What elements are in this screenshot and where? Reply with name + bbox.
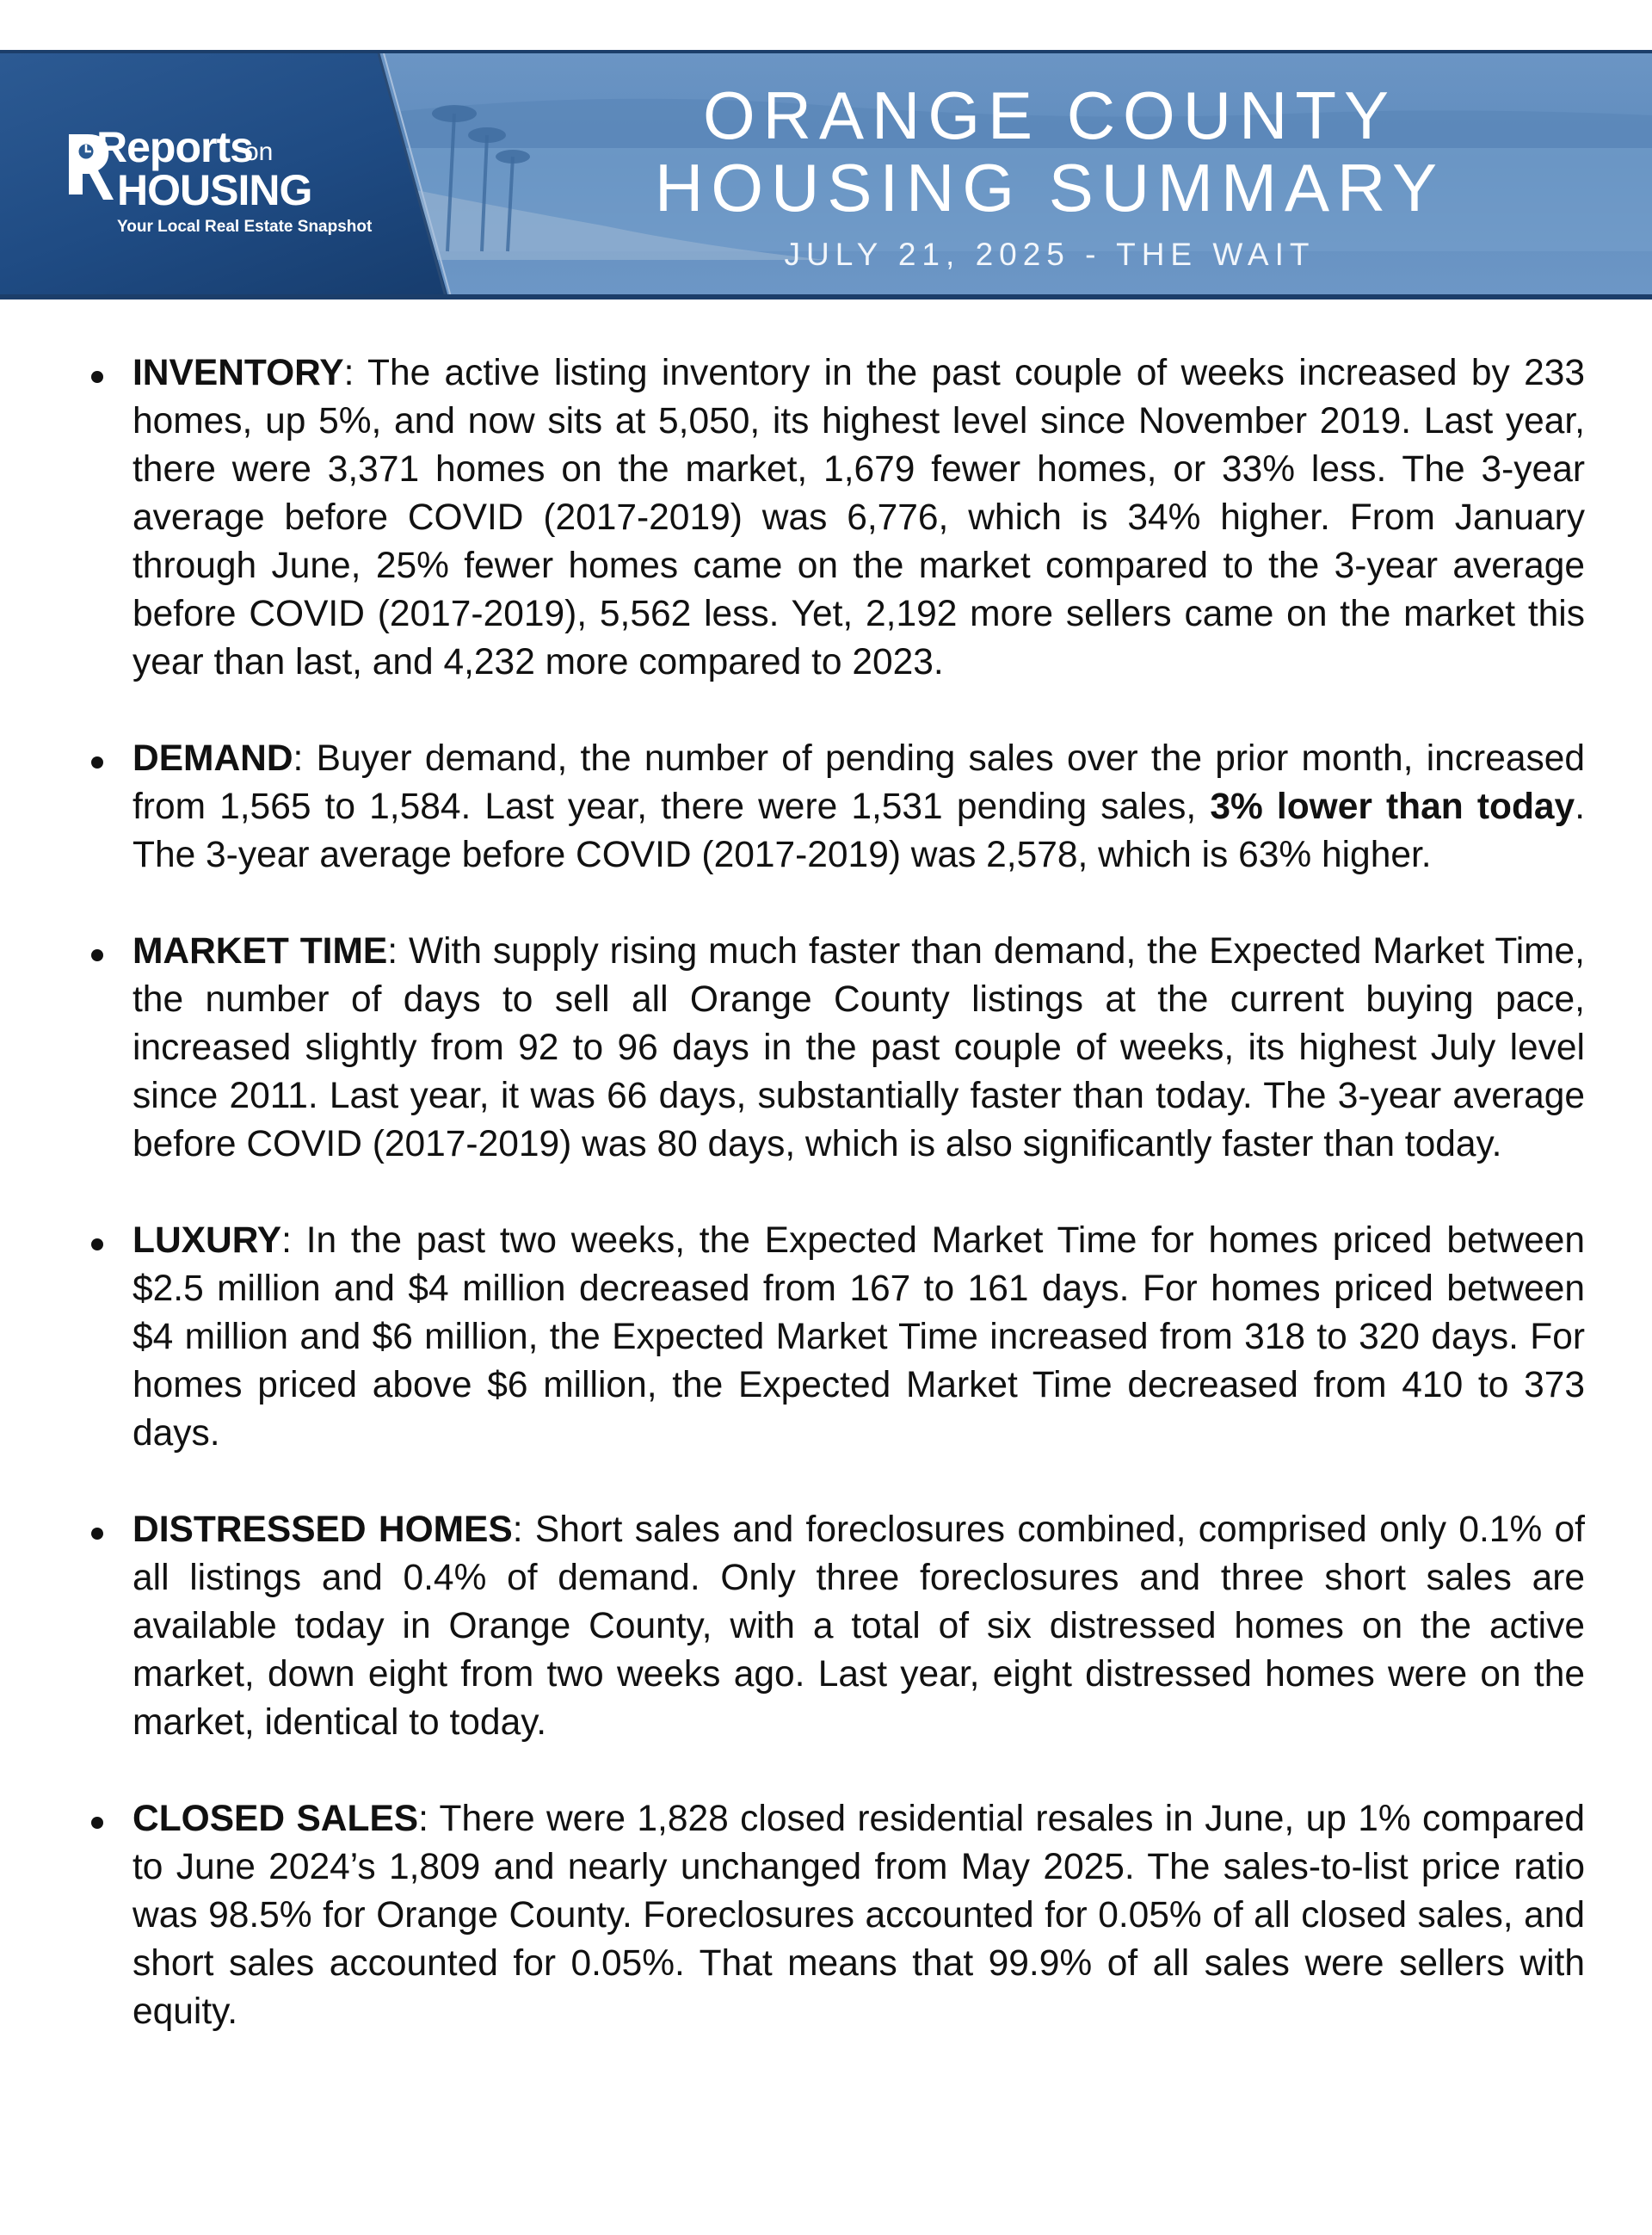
logo-word-on: on <box>244 138 274 166</box>
item-text: : There were 1,828 closed residential resales in June, up 1% compared to June 2024’s 1,809 and nearly unchanged from May 2025. The sales-to-list price ratio was 98.5% for Orange County. Foreclosures accounted for 0.05% of all closed sales, and short sales accounted for 0.05%. That means that 99.9% of all sales were sellers with equity. <box>133 1799 1585 2032</box>
item-text: : The active listing inventory in the past couple of weeks increased by 233 homes, up 5%, and now sits at 5,050, its highest level since November 2019. Last year, there were 3,371 homes on the market, 1,679 fewer homes, or 33% less. The 3-year average before COVID (2017-2019) was 6,776, which is 34% higher. From January through June, 25% fewer homes came on the market compared to the 3-year average before COVID (2017-2019), 5,562 less. Yet, 2,192 more sellers came on the market this year than last, and 4,232 more compared to 2023. <box>133 353 1585 682</box>
logo-tagline: Your Local Real Estate Snapshot <box>117 218 373 236</box>
title-line-1: ORANGE COUNTY <box>702 77 1397 153</box>
item-emphasis: 3% lower than today <box>1210 787 1575 827</box>
list-item-distressed-homes <box>88 1506 1585 1747</box>
bullet-icon <box>91 949 103 961</box>
summary-list <box>88 349 1585 2084</box>
bullet-icon <box>91 1528 103 1540</box>
list-item-luxury <box>88 1217 1585 1458</box>
bullet-icon <box>91 1817 103 1829</box>
bullet-icon <box>91 371 103 383</box>
reports-on-housing-logo <box>64 120 408 258</box>
item-label: MARKET TIME <box>133 931 388 972</box>
list-item-demand <box>88 735 1585 880</box>
item-label: CLOSED SALES <box>133 1799 419 1839</box>
item-text: : In the past two weeks, the Expected Market Time for homes priced between $2.5 million and $4 million decreased from 167 to 161 days. For homes priced between $4 million and $6 million, the Expected Market Time increased from 318 to 320 days. For homes priced above $6 million, the Expected Market Time decreased from 410 to 373 days. <box>133 1220 1585 1454</box>
list-item-market-time <box>88 928 1585 1169</box>
item-text: . The 3-year average before COVID (2017-2019) was 2,578, which is 63% higher. <box>133 787 1585 875</box>
item-text: : Short sales and foreclosures combined, comprised only 0.1% of all listings and 0.4% of demand. Only three foreclosures and three short sales are available today in Orange County, with a total of six distressed homes on the active market, down eight from two weeks ago. Last year, eight distressed homes were on the market, identical to today. <box>133 1510 1585 1743</box>
item-label: LUXURY <box>133 1220 282 1261</box>
list-item-inventory <box>88 349 1585 687</box>
bullet-icon <box>91 756 103 769</box>
title-line-2: HOUSING SUMMARY <box>655 150 1445 225</box>
list-item-closed-sales <box>88 1795 1585 2036</box>
title-block <box>551 79 1549 272</box>
bullet-icon <box>91 1238 103 1250</box>
report-subtitle: JULY 21, 2025 - THE WAIT <box>784 237 1316 272</box>
header-banner <box>0 50 1652 299</box>
logo-word-reports: Reports <box>96 123 253 171</box>
item-text: : Buyer demand, the number of pending sales over the prior month, increased from 1,565 to 1,584. Last year, there were 1,531 pending sales, <box>133 738 1585 827</box>
item-label: INVENTORY <box>133 353 344 393</box>
item-text: : With supply rising much faster than demand, the Expected Market Time, the number of days to sell all Orange County listings at the current buying pace, increased slightly from 92 to 96 days in the past couple of weeks, its highest July level since 2011. Last year, it was 66 days, substantially faster than today. The 3-year average before COVID (2017-2019) was 80 days, which is also significantly faster than today. <box>133 931 1585 1164</box>
item-label: DEMAND <box>133 738 293 779</box>
logo-word-housing: HOUSING <box>117 166 312 214</box>
item-label: DISTRESSED HOMES <box>133 1510 513 1550</box>
